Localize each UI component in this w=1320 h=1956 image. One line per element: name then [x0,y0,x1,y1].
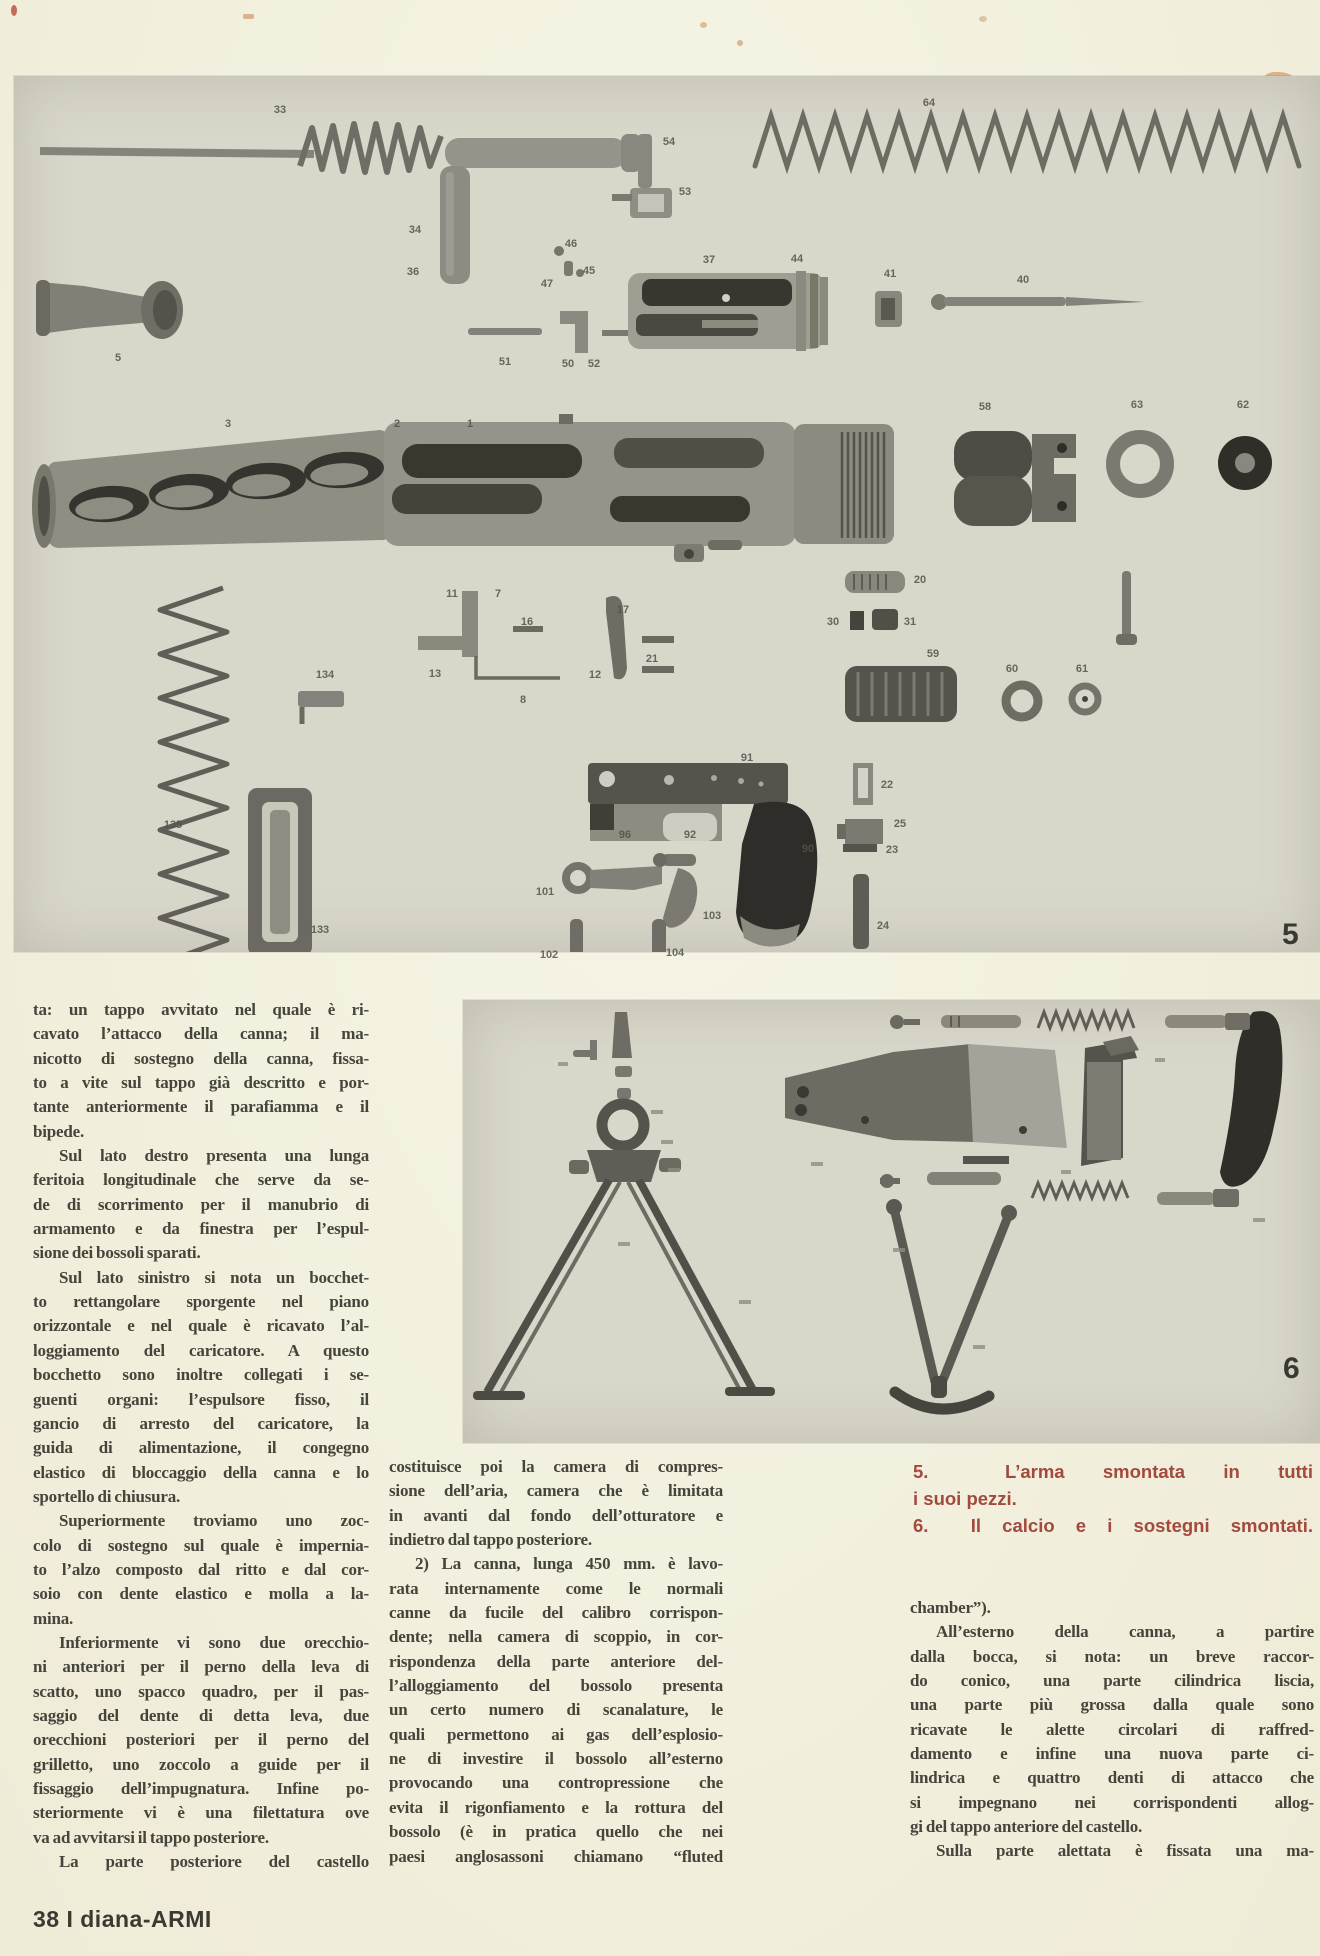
text-line: Sul lato sinistro si nota un bocchet- [59,1267,369,1287]
text-line: do conico, una parte cilindrica liscia, [910,1671,1314,1691]
grip-assembly [566,763,817,952]
text-line: provocando una contropressione che [389,1773,723,1793]
part-number-label: 34 [408,224,422,236]
figure6-number: 6 [1283,1352,1300,1385]
text-line: l’alloggiamento del bossolo presenta [389,1676,723,1696]
part-number-label: 17 [616,604,630,616]
part-number-label: 24 [876,920,890,932]
part-number-label: 33 [273,104,287,116]
part-number-label: 37 [702,254,716,266]
part-number-label: 41 [883,268,897,280]
text-line: si impegnano nei corrispondenti allog- [910,1792,1314,1812]
part-number-label: 5 [114,352,122,364]
text-line: una parte più grossa dalla quale sono [910,1695,1314,1715]
part-number-label: 59 [926,648,940,660]
text-line: colo di sostegno sul quale è impernia- [33,1535,369,1555]
part-number-label: 103 [702,910,722,922]
part-number-label: 13 [428,668,442,680]
text-line: elastico di bloccaggio della canna e lo [33,1462,369,1482]
text-line: evita il rigonfiamento e la rottura del [389,1797,723,1817]
text-line: indietro dal tappo posteriore. [389,1530,592,1550]
scan-speck [737,40,743,46]
part-number-label: 31 [903,616,917,628]
text-line: canne da fucile del calibro corrispon- [389,1603,723,1623]
buttplate [1220,1011,1282,1187]
part-number-label: 50 [561,358,575,370]
part-number-label: 104 [665,947,685,959]
text-line: quali permettono ai gas dell’esplosio- [389,1724,723,1744]
part-number-label: 53 [678,186,692,198]
magazine-spring [160,588,227,952]
part-number-label: 16 [520,616,534,628]
part-number-label: 61 [1075,663,1089,675]
part-number-label: 46 [564,238,578,250]
part-number-label: 60 [1005,663,1019,675]
text-line: soio con dente elastico e molla a la- [33,1584,369,1604]
part-number-label: 102 [539,949,559,961]
text-line: orecchioni posteriori per il perno del [33,1730,369,1750]
part-number-label: 20 [913,574,927,586]
text-line: scatto, uno spacco quadro, per il pas- [33,1681,369,1701]
part-number-label: 101 [535,886,555,898]
text-line: damento e infine una nuova parte ci- [910,1744,1314,1764]
folded-elbow-part [1081,1036,1139,1166]
part-number-label: 63 [1130,399,1144,411]
part-number-label: 7 [494,588,502,600]
text-line: Superiormente troviamo uno zoc- [59,1511,369,1531]
figure5-photo-exploded-weapon [14,76,1320,961]
text-line: ta: un tappo avvitato nel quale è ri- [33,1000,369,1019]
text-line: nicotto di sostegno della canna, fissa- [33,1048,369,1068]
text-line: gi del tappo anteriore del castello. [910,1817,1143,1837]
text-line: in avanti dal fondo dell’otturatore e [389,1505,723,1525]
exploded-parts-drawing-fig5 [14,76,1320,952]
page-number-and-magazine-title: 38 I diana-ARMI [33,1906,212,1932]
part-number-label: 23 [885,844,899,856]
text-line: steriormente vi è una filettatura ove [33,1803,369,1823]
text-line: rispondenza della parte anteriore del- [389,1651,723,1671]
part-number-label: 12 [588,669,602,681]
stock [785,1044,1067,1148]
text-line: bipede. [33,1121,85,1141]
text-line: grilletto, uno zoccolo a guide per il [33,1754,369,1774]
part-number-label: 91 [740,752,754,764]
text-line: to a vite sul tappo già descritto e por- [33,1073,369,1093]
text-line: La parte posteriore del castello [59,1852,369,1872]
part-number-label: 30 [826,616,840,628]
text-line: ne di investire il bossolo all’esterno [389,1749,723,1769]
part-number-label: 8 [519,694,527,706]
figure-captions [913,1458,1313,1539]
part-number-label: 45 [582,265,596,277]
text-line: i suoi pezzi. [913,1488,1017,1509]
text-column-middle [389,1455,723,1869]
text-line: feritoia longitudinale che serve da se- [33,1170,369,1190]
part-number-label: 1 [466,418,474,430]
part-number-label: 3 [224,418,232,430]
text-line: 6. Il calcio e i sostegni smontati. [913,1515,1313,1536]
part-number-label: 62 [1236,399,1250,411]
text-line: costituisce poi la camera di compres- [389,1457,723,1476]
part-number-label: 21 [645,653,659,665]
part-number-label: 44 [790,253,804,265]
text-line: saggio del dente di detta leva, due [33,1705,369,1725]
flash-hider-cone [36,280,183,339]
text-column-left [33,998,369,1874]
rear-cap [954,431,1076,526]
text-line: sportello di chiusura. [33,1486,181,1506]
text-line: 5. L’arma smontata in tutti [913,1461,1313,1482]
text-line: guenti organi: l’espulsore fisso, il [33,1389,369,1409]
text-line: orizzontale e nel quale è ricavato l’al- [33,1316,369,1336]
scan-speck [979,16,987,22]
part-number-label: 51 [498,356,512,368]
part-number-label: 36 [406,266,420,278]
text-line: bocchetto sono inoltre collegati i se- [33,1365,369,1385]
text-line: to l’alzo composto dal ritto e dal cor- [33,1559,369,1579]
part-number-label: 11 [446,588,458,600]
text-line: Sul lato destro presenta una lunga [59,1146,369,1166]
text-line: Inferiormente vi sono due orecchio- [59,1632,369,1652]
text-line: tante anteriormente il parafiamma e il [33,1097,369,1117]
text-line: ni anteriori per il perno della leva di [33,1657,369,1677]
text-line: fissaggio dell’impugnatura. Infine po- [33,1779,369,1798]
text-line: armamento e da finestra per l’espul- [33,1219,369,1239]
text-line: ricavate le alette circolari di raffred- [910,1719,1314,1739]
scan-speck [700,22,707,28]
text-line: chamber”). [910,1598,991,1617]
part-number-label: 96 [618,829,632,841]
text-line: va ad avvitarsi il tappo posteriore. [33,1827,269,1847]
text-line: All’esterno della canna, a partire [936,1622,1314,1642]
text-line: sione dei bossoli sparati. [33,1243,201,1263]
text-line: sione dell’aria, camera che è limitata [389,1481,723,1501]
scan-speck [11,5,17,16]
part-number-label: 25 [893,818,907,830]
cleaning-rod [40,124,641,284]
part-number-label: 64 [922,97,936,109]
text-line: Sulla parte alettata è fissata una ma- [936,1841,1314,1861]
rear-support [886,1199,1017,1409]
part-number-label: 135 [163,819,183,831]
small-parts-right [845,571,1137,722]
receiver-and-barrel [32,414,894,562]
bipod [473,1012,775,1400]
text-line: to rettangolare sporgente nel piano [33,1292,369,1312]
firing-pin-parts [875,291,1145,327]
exploded-parts-drawing-fig6 [463,1000,1320,1443]
text-line: 2) La canna, lunga 450 mm. è lavo- [415,1554,723,1574]
recoil-spring [755,116,1299,166]
text-column-right [910,1596,1314,1864]
bolt [628,271,828,351]
text-line: cavato l’attacco della canna; il ma- [33,1024,369,1044]
figure5-number: 5 [1282,918,1299,951]
part-number-label: 133 [310,924,330,936]
part-number-label: 2 [393,418,401,430]
text-line: dalla bocca, si nota: un breve raccor- [910,1646,1314,1666]
scan-speck [243,14,254,19]
part-number-label: 92 [683,829,697,841]
text-line: paesi anglosassoni chiamano “fluted [389,1846,723,1866]
part-number-label: 22 [880,779,894,791]
text-line: un certo numero di scanalature, le [389,1700,723,1720]
part-number-label: 58 [978,401,992,413]
page-footer [33,1906,212,1933]
text-line: dente; nella camera di scoppio, in cor- [389,1627,723,1647]
text-line: de di scorrimento per il manubrio di [33,1194,369,1214]
text-line: mina. [33,1608,74,1628]
part-number-label: 47 [540,278,554,290]
figure6-photo-stock-and-supports [463,1000,1320,1443]
part-number-label: 40 [1016,274,1030,286]
part-number-label: 54 [662,136,676,148]
text-line: lindrica e quattro denti di attacco che [910,1768,1314,1788]
part-number-label: 134 [315,669,335,681]
text-line: loggiamento del caricatore. A questo [33,1340,369,1360]
part-number-label: 90 [801,843,815,855]
text-line: guida di alimentazione, il congegno [33,1438,369,1458]
part-number-label: 52 [587,358,601,370]
magazine-body [248,788,312,952]
text-line: rata internamente come le normali [389,1578,723,1598]
washers [1113,436,1272,491]
text-line: bossolo (è in pratica quello che nei [389,1822,723,1842]
text-line: gancio di arresto del caricatore, la [33,1413,369,1433]
